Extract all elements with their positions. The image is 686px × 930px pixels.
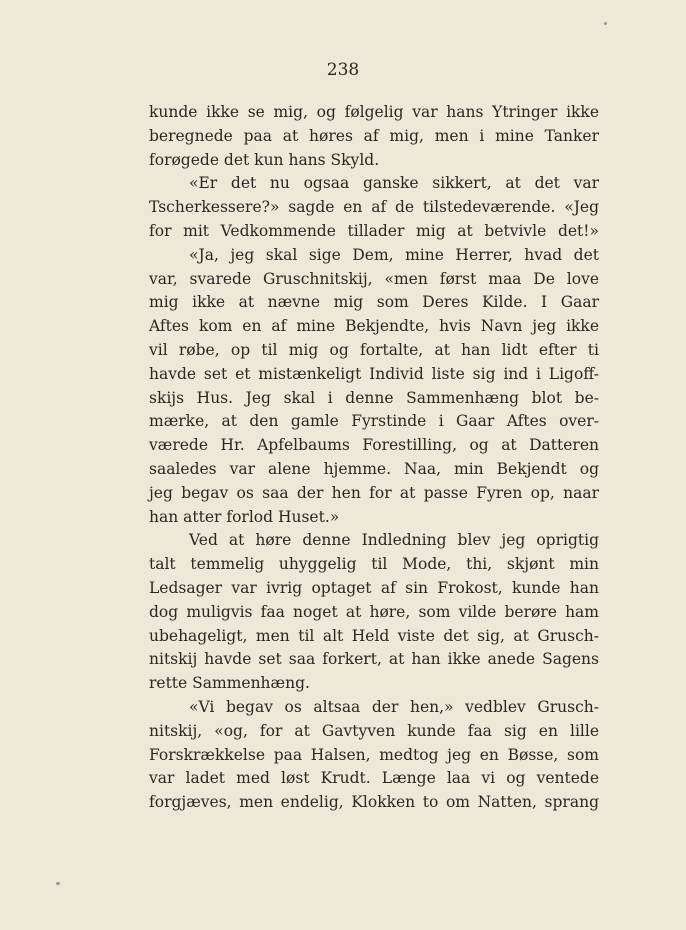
text-line: havde set et mistænkeligt Individ liste sig ind i Ligoff- — [149, 364, 599, 383]
text-line: saaledes var alene hjemme. Naa, min Bekjendt og — [149, 459, 599, 478]
text-line: Tscherkessere?» sagde en af de tilstedeværende. «Jeg — [149, 198, 599, 217]
text-line: Ved at høre denne Indledning blev jeg oprigtig — [189, 531, 599, 550]
text-line: beregnede paa at høres af mig, men i mine Tanker — [149, 126, 599, 145]
text-line: Forskrækkelse paa Halsen, medtog jeg en Bøsse, som — [149, 745, 599, 764]
text-line: kunde ikke se mig, og følgelig var hans Ytringer ikke — [149, 103, 599, 121]
text-line: han atter forlod Huset.» — [149, 507, 340, 526]
body-text — [149, 101, 599, 815]
text-line: for mit Vedkommende tillader mig at betvivle det!» — [149, 221, 599, 240]
text-line: var, svarede Gruschnitskij, «men først maa De love — [149, 269, 599, 288]
text-line: mærke, at den gamle Fyrstinde i Gaar Aftes over- — [149, 412, 599, 431]
text-line: var ladet med løst Krudt. Længe laa vi og ventede — [149, 769, 599, 788]
text-line: «Ja, jeg skal sige Dem, mine Herrer, hvad det — [189, 245, 599, 264]
paper-speck — [604, 22, 607, 25]
text-line: Ledsager var ivrig optaget af sin Frokost, kunde han — [149, 578, 599, 597]
text-line: mig ikke at nævne mig som Deres Kilde. I Gaar — [149, 293, 599, 312]
text-line: talt temmelig uhyggelig til Mode, thi, skjønt min — [149, 555, 599, 574]
paper-speck — [56, 882, 60, 885]
text-line: nitskij, «og, for at Gavtyven kunde faa sig en lille — [149, 721, 599, 740]
text-line: dog muligvis faa noget at høre, som vilde berøre ham — [149, 602, 599, 621]
text-line: ubehageligt, men til alt Held viste det sig, at Grusch- — [149, 626, 599, 645]
text-line: jeg begav os saa der hen for at passe Fyren op, naar — [149, 483, 599, 502]
text-line: «Er det nu ogsaa ganske sikkert, at det var — [189, 174, 599, 193]
text-line: rette Sammenhæng. — [149, 674, 310, 693]
text-line: Aftes kom en af mine Bekjendte, hvis Navn jeg ikke — [149, 317, 599, 336]
text-line: forgjæves, men endelig, Klokken to om Natten, sprang — [149, 793, 599, 812]
text-line: skijs Hus. Jeg skal i denne Sammenhæng blot be- — [149, 388, 599, 407]
page-number: 238 — [326, 60, 360, 80]
text-line: værede Hr. Apfelbaums Forestilling, og at Datteren — [149, 436, 599, 455]
text-line: forøgede det kun hans Skyld. — [149, 150, 380, 169]
text-line: vil røbe, op til mig og fortalte, at han lidt efter ti — [149, 340, 599, 359]
text-line: nitskij havde set saa forkert, at han ikke anede Sagens — [149, 650, 599, 669]
text-line: «Vi begav os altsaa der hen,» vedblev Grusch- — [189, 697, 599, 716]
